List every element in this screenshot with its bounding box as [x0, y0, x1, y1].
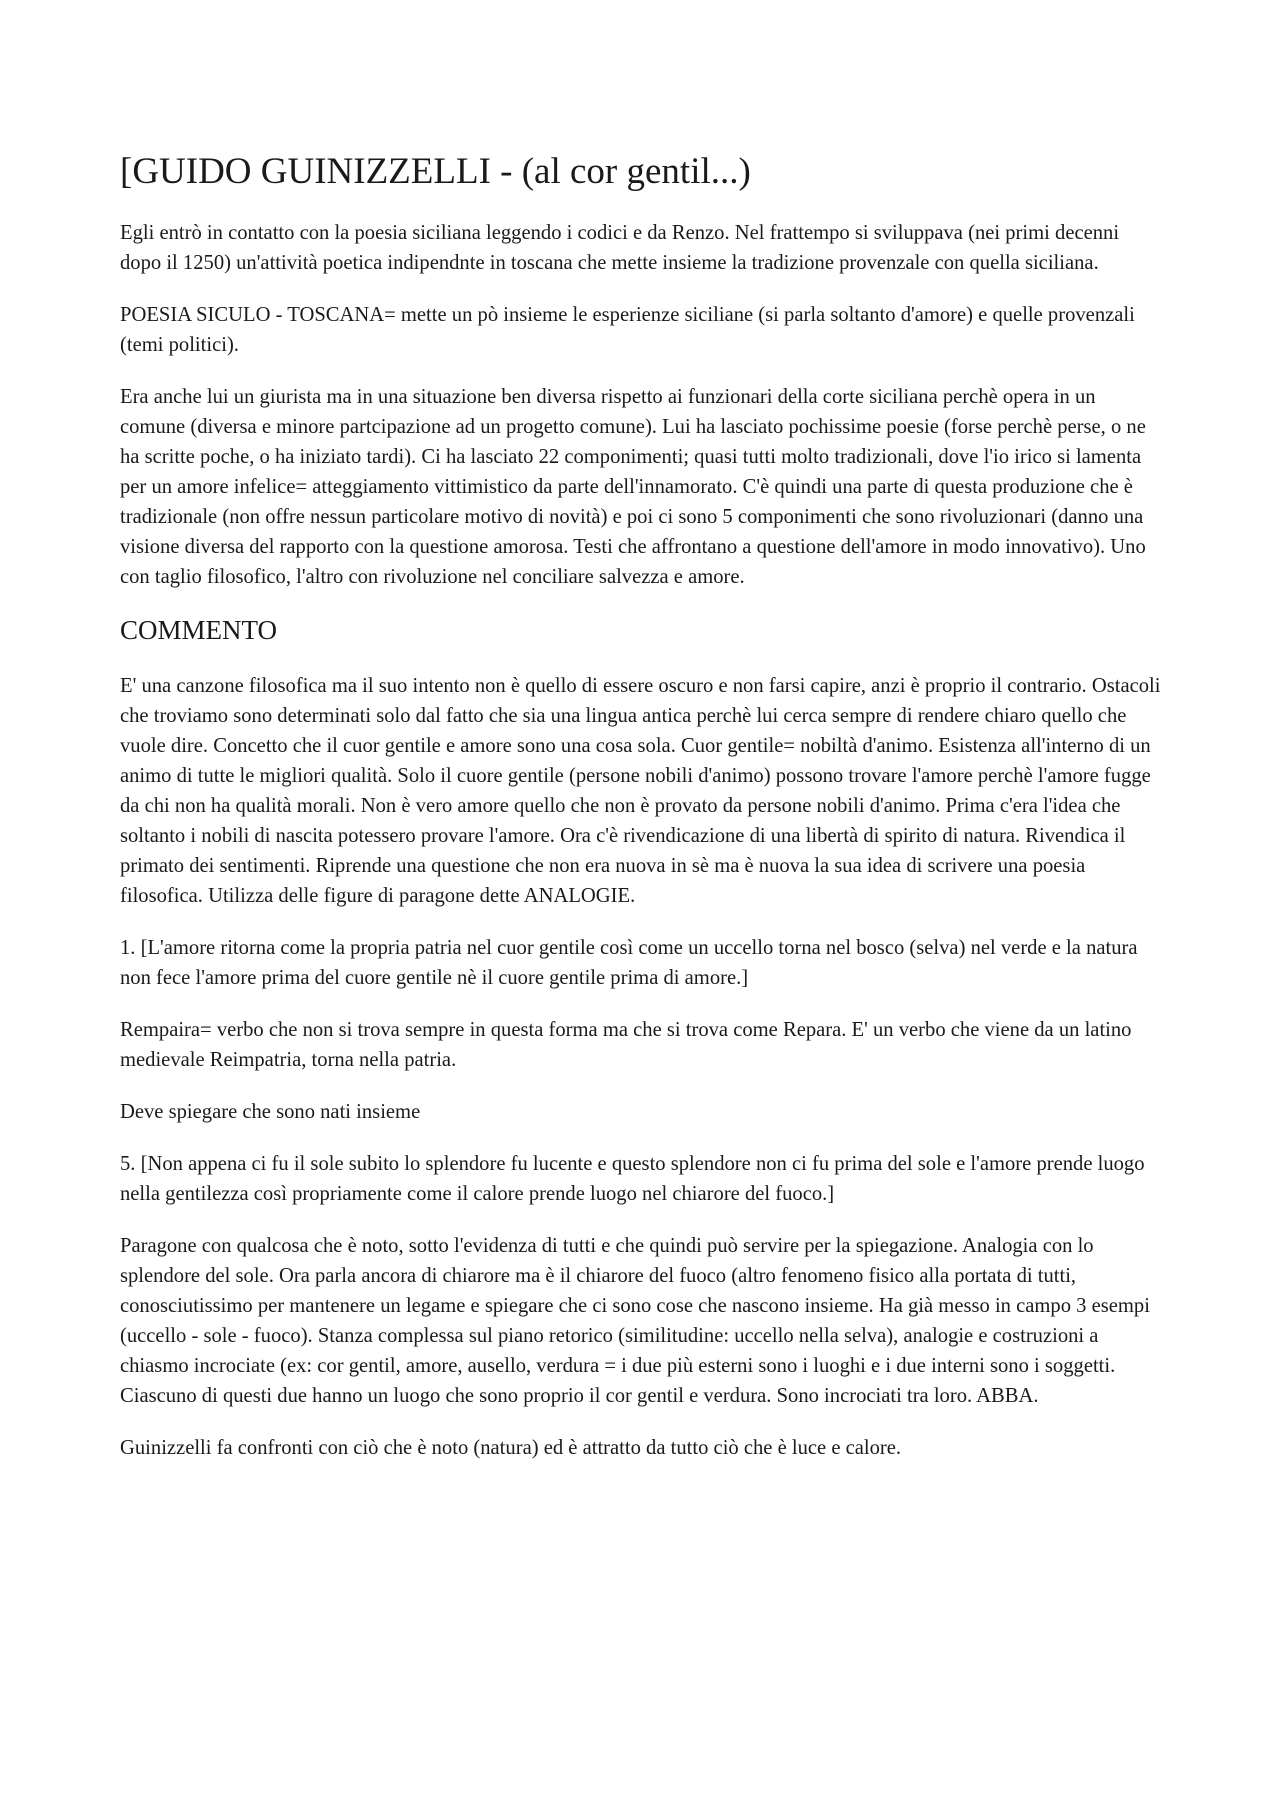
intro-paragraph-2: POESIA SICULO - TOSCANA= mette un pò insieme le esperienze siciliane (si parla soltanto d'amore) e quelle provenzali (temi politici).	[120, 304, 1135, 357]
commento-paragraph-3: Rempaira= verbo che non si trova sempre in questa forma ma che si trova come Repara. E' un verbo che viene da un latino medievale Reimpatria, torna nella patria.	[120, 1018, 1132, 1071]
intro-paragraph-1: Egli entrò in contatto con la poesia siciliana leggendo i codici e da Renzo. Nel frattempo si sviluppava (nei primi decenni dopo il 1250) un'attività poetica indipendnte in toscana che mette insieme la tradizione provenzale con quella siciliana.	[120, 222, 1120, 275]
commento-paragraph-4: Deve spiegare che sono nati insieme	[120, 1100, 421, 1123]
commento-paragraph-1: E' una canzone filosofica ma il suo intento non è quello di essere oscuro e non farsi capire, anzi è proprio il contrario. Ostacoli che troviamo sono determinati solo dal fatto che sia una lingua antica perchè lui cerca sempre di rendere chiaro quello che vuole dire. Concetto che il cuor gentile e amore sono una cosa sola. Cuor gentile= nobiltà d'animo. Esistenza all'interno di un animo di tutte le migliori qualità. Solo il cuore gentile (persone nobili d'animo) possono trovare l'amore perchè l'amore fugge da chi non ha qualità morali. Non è vero amore quello che non è provato da persone nobili d'animo. Prima c'era l'idea che soltanto i nobili di nascita potessero provare l'amore. Ora c'è rivendicazione di una libertà di spirito di natura. Rivendica il primato dei sentimenti. Riprende una questione che non era nuova in sè ma è nuova la sua idea di scrivere una poesia filosofica. Utilizza delle figure di paragone dette ANALOGIE.	[120, 674, 1161, 907]
commento-heading: COMMENTO	[120, 615, 278, 646]
document-title: [GUIDO GUINIZZELLI - (al cor gentil...)	[120, 151, 751, 192]
commento-paragraph-2: 1. [L'amore ritorna come la propria patria nel cuor gentile così come un uccello torna nel bosco (selva) nel verde e la natura non fece l'amore prima del cuore gentile nè il cuore gentile prima di amore.]	[120, 936, 1138, 989]
intro-paragraph-3: Era anche lui un giurista ma in una situazione ben diversa rispetto ai funzionari della corte siciliana perchè opera in un comune (diversa e minore partcipazione ad un progetto comune). Lui ha lasciato pochissime poesie (forse perchè perse, o ne ha scritte poche, o ha iniziato tardi). Ci ha lasciato 22 componimenti; quasi tutti molto tradizionali, dove l'io irico si lamenta per un amore infelice= atteggiamento vittimistico da parte dell'innamorato. C'è quindi una parte di questa produzione che è tradizionale (non offre nessun particolare motivo di novità) e poi ci sono 5 componimenti che sono rivoluzionari (danno una visione diversa del rapporto con la questione amorosa. Testi che affrontano a questione dell'amore in modo innovativo). Uno con taglio filosofico, l'altro con rivoluzione nel conciliare salvezza e amore.	[120, 386, 1146, 589]
commento-paragraph-5: 5. [Non appena ci fu il sole subito lo splendore fu lucente e questo splendore non ci fu prima del sole e l'amore prende luogo nella gentilezza così propriamente come il calore prende luogo nel chiarore del fuoco.]	[120, 1152, 1145, 1205]
document-page	[120, 150, 1165, 1485]
commento-paragraph-7: Guinizzelli fa confronti con ciò che è noto (natura) ed è attratto da tutto ciò che è luce e calore.	[120, 1436, 902, 1459]
commento-paragraph-6: Paragone con qualcosa che è noto, sotto l'evidenza di tutti e che quindi può servire per la spiegazione. Analogia con lo splendore del sole. Ora parla ancora di chiarore ma è il chiarore del fuoco (altro fenomeno fisico alla portata di tutti, conosciutissimo per mantenere un legame e spiegare che ci sono cose che nascono insieme. Ha già messo in campo 3 esempi (uccello - sole - fuoco). Stanza complessa sul piano retorico (similitudine: uccello nella selva), analogie e costruzioni a chiasmo incrociate (ex: cor gentil, amore, ausello, verdura = i due più esterni sono i luoghi e i due interni sono i soggetti. Ciascuno di questi due hanno un luogo che sono proprio il cor gentil e verdura. Sono incrociati tra loro. ABBA.	[120, 1234, 1150, 1407]
